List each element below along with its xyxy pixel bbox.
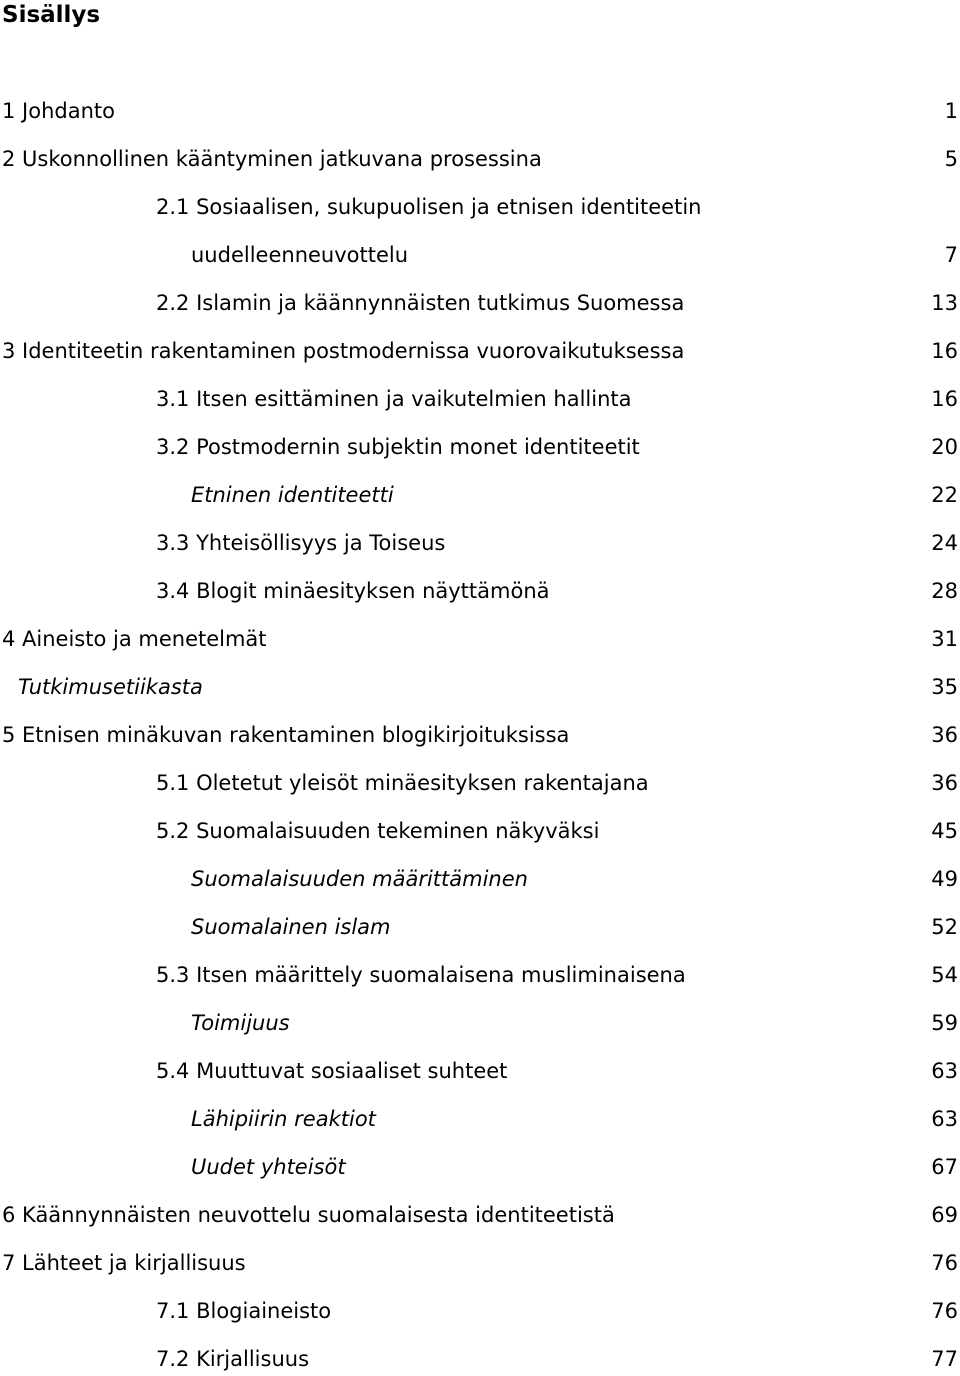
toc-entry (0, 960, 960, 990)
toc-entry (0, 384, 960, 414)
page-title: Sisällys (2, 2, 101, 28)
toc-entry-page-number: 22 (931, 483, 958, 507)
toc-entry-title: uudelleenneuvottelu (191, 243, 409, 267)
toc-entry-title: Suomalainen islam (191, 915, 391, 939)
toc-entry-page-number: 36 (931, 723, 958, 747)
toc-entry-page-number: 76 (931, 1251, 958, 1275)
toc-entry (0, 720, 960, 750)
toc-entry (0, 480, 960, 510)
toc-entry (0, 1104, 960, 1134)
toc-entry (0, 1008, 960, 1038)
toc-entry-title: 5.1 Oletetut yleisöt minäesityksen rakentajana (156, 771, 649, 795)
toc-entry-page-number: 54 (931, 963, 958, 987)
toc-entry-title: Tutkimusetiikasta (18, 675, 203, 699)
toc-entry-page-number: 63 (931, 1107, 958, 1131)
toc-entry-title: 3.2 Postmodernin subjektin monet identiteetit (156, 435, 640, 459)
toc-entry (0, 1056, 960, 1086)
toc-entry-page-number: 59 (931, 1011, 958, 1035)
toc-entry (0, 1248, 960, 1278)
toc-entry-page-number: 24 (931, 531, 958, 555)
toc-entry-page-number: 45 (931, 819, 958, 843)
toc-entry (0, 96, 960, 126)
toc-entry (0, 624, 960, 654)
toc-entry-page-number: 69 (931, 1203, 958, 1227)
toc-entry-title: Etninen identiteetti (191, 483, 394, 507)
toc-entry (0, 528, 960, 558)
toc-entry-title: 3.4 Blogit minäesityksen näyttämönä (156, 579, 550, 603)
toc-entry-page-number: 13 (931, 291, 958, 315)
toc-entry-title: Toimijuus (191, 1011, 290, 1035)
toc-entry-page-number: 7 (944, 243, 958, 267)
toc-entry-title: 5 Etnisen minäkuvan rakentaminen blogikirjoituksissa (2, 723, 570, 747)
toc-entry (0, 576, 960, 606)
toc-entry (0, 768, 960, 798)
toc-entry-page-number: 52 (931, 915, 958, 939)
toc-entry (0, 192, 960, 222)
toc-entry-title: 5.3 Itsen määrittely suomalaisena musliminaisena (156, 963, 686, 987)
toc-entry (0, 336, 960, 366)
toc-entry-title: 2.2 Islamin ja käännynnäisten tutkimus Suomessa (156, 291, 685, 315)
toc-entry-page-number: 63 (931, 1059, 958, 1083)
toc-entry-title: 7.1 Blogiaineisto (156, 1299, 332, 1323)
toc-entry-title: 7 Lähteet ja kirjallisuus (2, 1251, 246, 1275)
toc-entry-title: 6 Käännynnäisten neuvottelu suomalaisesta identiteetistä (2, 1203, 615, 1227)
toc-entry (0, 672, 960, 702)
toc-entry-title: 5.4 Muuttuvat sosiaaliset suhteet (156, 1059, 508, 1083)
toc-entry-title: Suomalaisuuden määrittäminen (191, 867, 528, 891)
toc-entry-title: 3 Identiteetin rakentaminen postmodernissa vuorovaikutuksessa (2, 339, 685, 363)
toc-entry-page-number: 28 (931, 579, 958, 603)
toc-entry-title: 4 Aineisto ja menetelmät (2, 627, 267, 651)
toc-entry (0, 864, 960, 894)
toc-entry-page-number: 36 (931, 771, 958, 795)
toc-entry-page-number: 67 (931, 1155, 958, 1179)
toc-entry-page-number: 5 (944, 147, 958, 171)
toc-entry-page-number: 20 (931, 435, 958, 459)
toc-entry-page-number: 35 (931, 675, 958, 699)
toc-entry-page-number: 76 (931, 1299, 958, 1323)
toc-entry (0, 1152, 960, 1182)
toc-entry-title: Uudet yhteisöt (191, 1155, 346, 1179)
toc-entry-page-number: 31 (931, 627, 958, 651)
toc-entry (0, 1296, 960, 1326)
toc-entry-title: 7.2 Kirjallisuus (156, 1347, 310, 1371)
toc-entry-page-number: 77 (931, 1347, 958, 1371)
toc-entry (0, 240, 960, 270)
toc-entry-title: 5.2 Suomalaisuuden tekeminen näkyväksi (156, 819, 600, 843)
toc-entry (0, 432, 960, 462)
toc-entry-title: Lähipiirin reaktiot (191, 1107, 376, 1131)
toc-entry (0, 1344, 960, 1374)
toc-entry-title: 2.1 Sosiaalisen, sukupuolisen ja etnisen identiteetin (156, 195, 702, 219)
toc-entry (0, 912, 960, 942)
toc-entry-title: 2 Uskonnollinen kääntyminen jatkuvana prosessina (2, 147, 542, 171)
toc-entry-title: 3.3 Yhteisöllisyys ja Toiseus (156, 531, 446, 555)
toc-entry-title: 1 Johdanto (2, 99, 115, 123)
toc-entry-page-number: 1 (944, 99, 958, 123)
toc-entry-page-number: 16 (931, 387, 958, 411)
toc-entry (0, 816, 960, 846)
toc-entry-page-number: 16 (931, 339, 958, 363)
toc-entry (0, 144, 960, 174)
toc-entry (0, 1200, 960, 1230)
toc-entry-title: 3.1 Itsen esittäminen ja vaikutelmien hallinta (156, 387, 632, 411)
toc-entry-page-number: 49 (931, 867, 958, 891)
toc-entry (0, 288, 960, 318)
